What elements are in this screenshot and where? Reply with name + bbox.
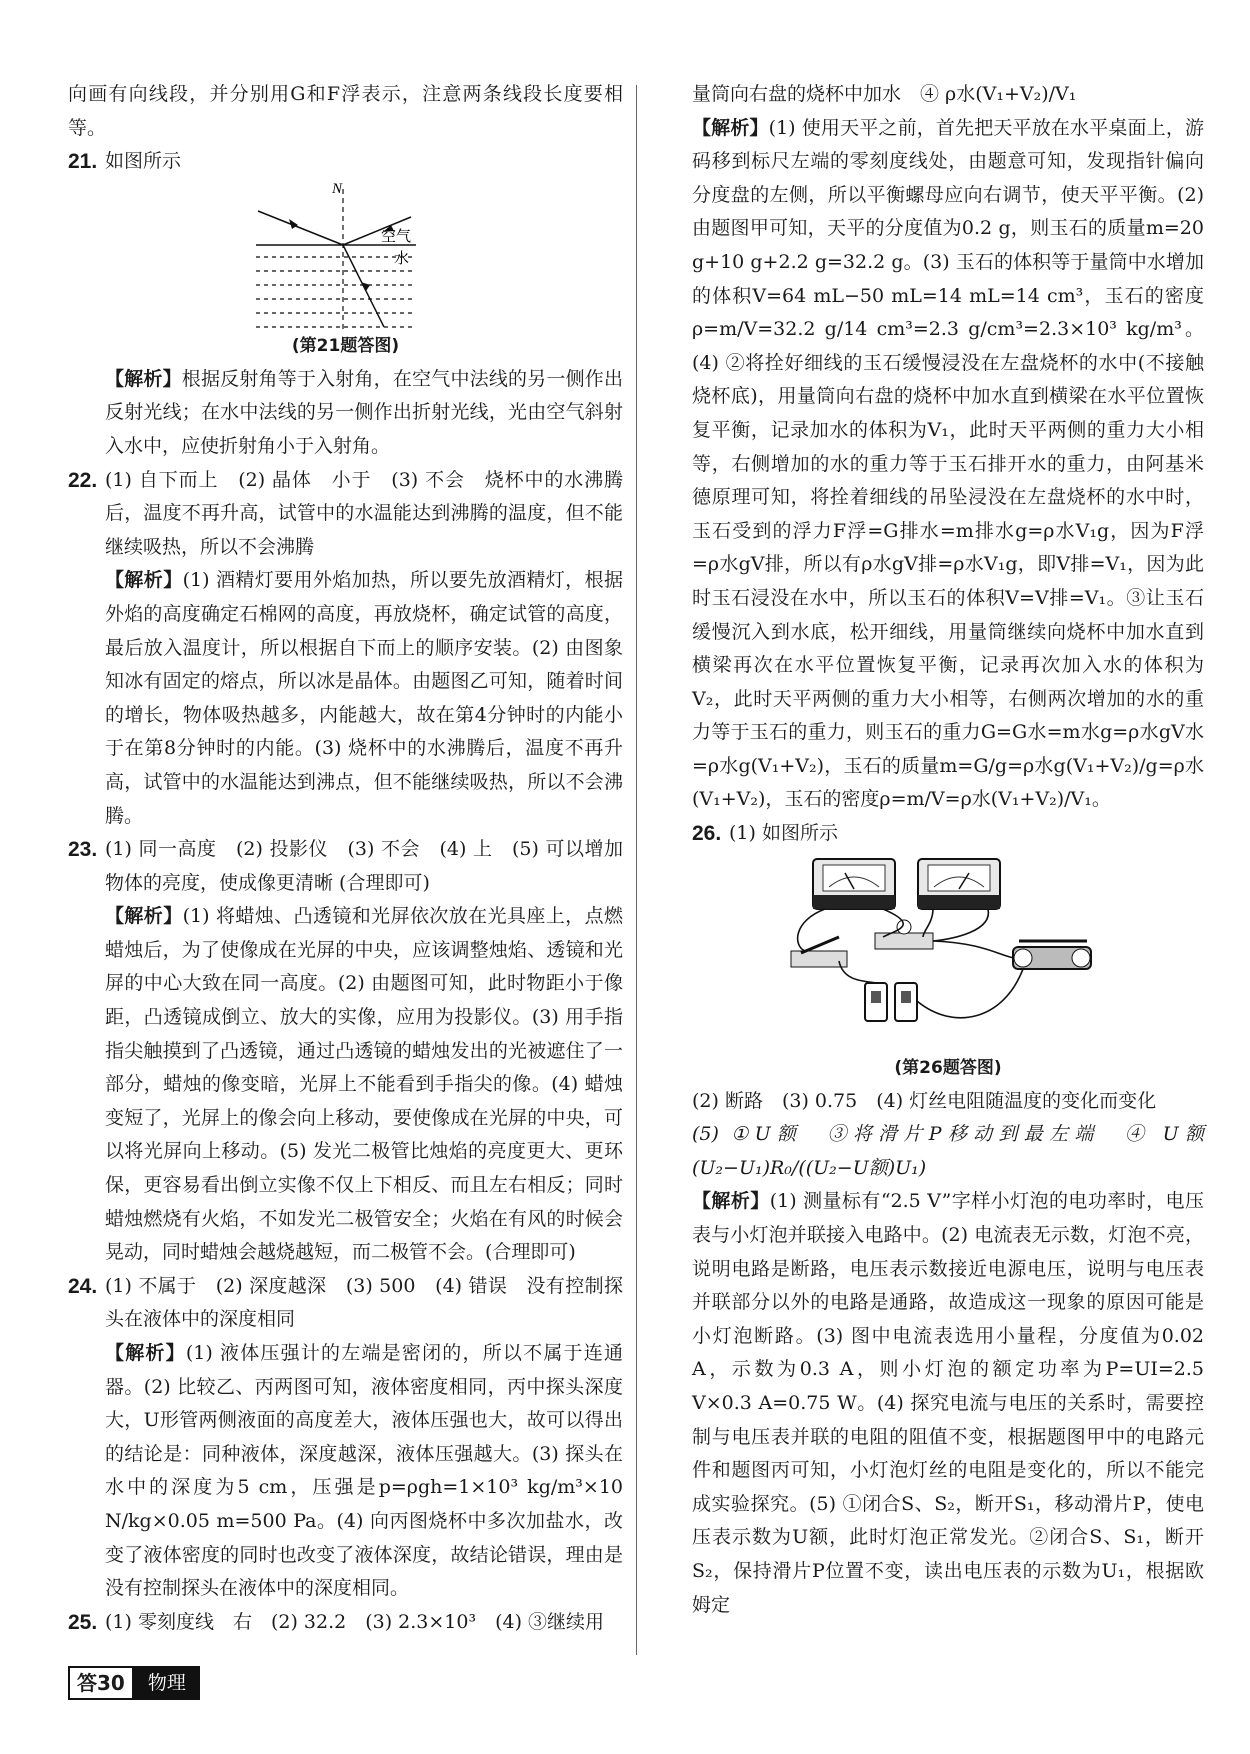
voltmeter-icon (918, 859, 1000, 909)
figure-21 (68, 179, 623, 363)
explanation-text: (1) 测量标有“2.5 V”字样小灯泡的电功率时，电压表与小灯泡并联接入电路中。(2) 电流表无示数，灯泡不亮，说明电路是断路，电压表示数接近电源电压，说明与电压表并联部分以外的电路是通路，故造成这一现象的原因可能是小灯泡断路。(3) 图中电流表选用小量程，分度值为0.02 A，示数为0.3 A，则小灯泡的额定功率为P=UI=2.5 V×0.3 A=0.75 W。(4) 探究电流与电压的关系时，需要控制与电压表并联的电阻的阻值不变，根据题图甲中的电路元件和题图丙可知，小灯泡灯丝的电阻是变化的，所以不能完成实验探究。(5) ①闭合S、S₂，断开S₁，移动滑片P，使电压表示数为U额，此时灯泡正常发光。②闭合S、S₁，断开S₂，保持滑片P位置不变，读出电压表的示数为U₁，根据欧姆定 (692, 1190, 1204, 1616)
answer-text: (1) 自下而上 (2) 晶体 小于 (3) 不会 烧杯中的水沸腾后，温度不再升高，试管中的水温能达到沸腾的温度，但不能继续吸热，所以不会沸腾 (105, 468, 623, 558)
question-number: 26. (692, 822, 722, 846)
answer-text: (1) 不属于 (2) 深度越深 (3) 500 (4) 错误 没有控制探头在液体中的深度相同 (105, 1274, 623, 1331)
question-26 (692, 817, 1204, 851)
question-number: 21. (68, 150, 98, 174)
explanation-label: 【解析】 (692, 116, 769, 139)
question-number: 23. (68, 838, 98, 862)
explanation-label: 【解析】 (105, 569, 183, 592)
subject-label: 物理 (134, 1666, 200, 1700)
answer-text: 如图所示 (105, 150, 182, 173)
explanation-text: (1) 使用天平之前，首先把天平放在水平桌面上，游码移到标尺左端的零刻度线处，由题意可知，发现指针偏向分度盘的左侧，所以平衡螺母应向右调节，使天平平衡。(2) 由题图甲可知，天平的分度值为0.2 g，则玉石的质量m=20 g+10 g+2.2 g=32.2 g。(3) 玉石的体积等于量筒中水增加的体积V=64 mL−50 mL=14 mL=14 cm³，玉石的密度ρ=m/V=32.2 g/14 cm³=2.3 g/cm³=2.3×10³ kg/m³。(4) ②将拴好细线的玉石缓慢浸没在左盘烧杯的水中(不接触烧杯底)，用量筒向右盘的烧杯中加水直到横梁在水平位置恢复平衡，记录加水的体积为V₁，此时天平两侧的重力大小相等，右侧增加的水的重力等于玉石排开水的重力，由阿基米德原理可知，将拴着细线的吊坠浸没在左盘烧杯的水中时，玉石受到的浮力F浮=G排水=m排水g=ρ水V₁g，因为F浮=ρ水gV排，所以有ρ水gV排=ρ水V₁g，即V排=V₁，因为此时玉石浸没在水中，所以玉石的体积V=V排=V₁。③让玉石缓慢沉入到水底，松开细线，用量筒继续向烧杯中加水直到横梁再次在水平位置恢复平衡，记录再次加入水的体积为V₂，此时天平两侧的重力大小相等，右侧两次增加的水的重力等于玉石的重力，则玉石的重力G=G水=m水g=ρ水gV水=ρ水g(V₁+V₂)，玉石的质量m=G/g=ρ水g(V₁+V₂)/g=ρ水(V₁+V₂)，玉石的密度ρ=m/V=ρ水(V₁+V₂)/V₁。 (692, 116, 1204, 811)
question-25 (68, 1606, 623, 1640)
q20-tail: 向画有向线段，并分别用G和F浮表示，注意两条线段长度要相等。 (68, 83, 623, 139)
explanation-text: (1) 将蜡烛、凸透镜和光屏依次放在光具座上，点燃蜡烛后，为了使像成在光屏的中央，应该调整烛焰、透镜和光屏的中心大致在同一高度。(2) 由题图可知，此时物距小于像距，凸透镜成倒立、放大的实像，应用为投影仪。(3) 用手指指尖触摸到了凸透镜，通过凸透镜的蜡烛发出的光被遮住了一部分，蜡烛的像变暗，光屏上不能看到手指尖的像。(4) 蜡烛变短了，光屏上的像会向上移动，要使像成在光屏的中央，可以将光屏向上移动。(5) 发光二极管比烛焰的亮度更大、更环保，更容易看出倒立实像不仅上下相反、而且左右相反；同时蜡烛燃烧有火焰，不如发光二极管安全；火焰在有风的时候会晃动，同时蜡烛会越烧越短，而二极管不会。(合理即可) (105, 905, 623, 1264)
circuit-photo-diagram (783, 851, 1113, 1051)
page-footer (68, 1666, 200, 1700)
explanation-text: 根据反射角等于入射角，在空气中法线的另一侧作出反射光线；在水中法线的另一侧作出折射光线，光由空气斜射入水中，应使折射角小于入射角。 (105, 367, 623, 457)
question-22 (68, 464, 623, 565)
question-23 (68, 833, 623, 900)
answers-26a: (2) 断路 (3) 0.75 (4) 灯丝电阻随温度的变化而变化 (692, 1089, 1157, 1112)
air-label: 空气 (380, 226, 411, 245)
left-column (68, 78, 623, 1639)
explanation-text: (1) 酒精灯要用外焰加热，所以要先放酒精灯，根据外焰的高度确定石棉网的高度，再放烧杯，确定试管的高度，最后放入温度计，所以根据自下而上的顺序安装。(2) 由图象知冰有固定的熔点，所以冰是晶体。由题图乙可知，随着时间的增长，物体吸热越多，内能越大，故在第4分钟时的内能小于在第8分钟时的内能。(3) 烧杯中的水沸腾后，温度不再升高，试管中的水温能达到沸点，但不能继续吸热，所以不会沸腾。 (105, 569, 623, 827)
figure-caption: (第26题答图) (894, 1057, 1002, 1078)
q25-continuation: 量筒向右盘的烧杯中加水 ④ ρ水(V₁+V₂)/V₁ (692, 83, 1077, 105)
explanation-26 (692, 1185, 1204, 1622)
question-number: 24. (68, 1274, 98, 1298)
explanation-label: 【解析】 (105, 1342, 186, 1364)
rheostat-icon (1013, 941, 1091, 969)
question-21 (68, 145, 623, 179)
water-label: 水 (393, 248, 409, 267)
battery-icon (865, 983, 917, 1021)
answer-text: (1) 同一高度 (2) 投影仪 (3) 不会 (4) 上 (5) 可以增加物体的亮度，使成像更清晰 (合理即可) (105, 838, 623, 894)
figure-caption: (第21题答图) (291, 335, 400, 356)
figure-26 (692, 851, 1204, 1085)
explanation-22 (68, 564, 623, 833)
question-number: 22. (68, 468, 98, 492)
explanation-text: (1) 液体压强计的左端是密闭的，所以不属于连通器。(2) 比较乙、丙两图可知，液体密度相同，丙中探头深度大，U形管两侧液面的高度差大，液体压强也大，故可以得出的结论是：同种液体，深度越深，液体压强越大。(3) 探头在水中的深度为5 cm，压强是p=ρgh=1×10³ kg/m³×10 N/kg×0.05 m=500 Pa。(4) 向丙图烧杯中多次加盐水，改变了液体密度的同时也改变了液体深度，故结论错误，理由是没有控制探头在液体中的深度相同。 (105, 1342, 623, 1600)
page-number: 答30 (68, 1666, 134, 1700)
answer-text: (1) 零刻度线 右 (2) 32.2 (3) 2.3×10³ (4) ③继续用 (105, 1610, 605, 1633)
answers-26b: (5) ①U额 ③将滑片P移动到最左端 ④ U额(U₂−U₁)R₀/((U₂−U额)U₁) (692, 1123, 1204, 1179)
explanation-23 (68, 900, 623, 1270)
question-24 (68, 1270, 623, 1337)
answer-text: (1) 如图所示 (729, 822, 838, 845)
right-column (692, 78, 1204, 1622)
ammeter-icon (813, 859, 895, 909)
normal-label: N (331, 180, 342, 197)
explanation-25 (692, 112, 1204, 817)
refraction-diagram (246, 179, 446, 329)
column-divider (636, 85, 637, 1655)
explanation-21 (68, 363, 623, 464)
question-number: 25. (68, 1610, 98, 1634)
explanation-label: 【解析】 (105, 905, 183, 928)
explanation-24 (68, 1337, 623, 1606)
explanation-label: 【解析】 (692, 1190, 770, 1213)
explanation-label: 【解析】 (105, 367, 182, 390)
